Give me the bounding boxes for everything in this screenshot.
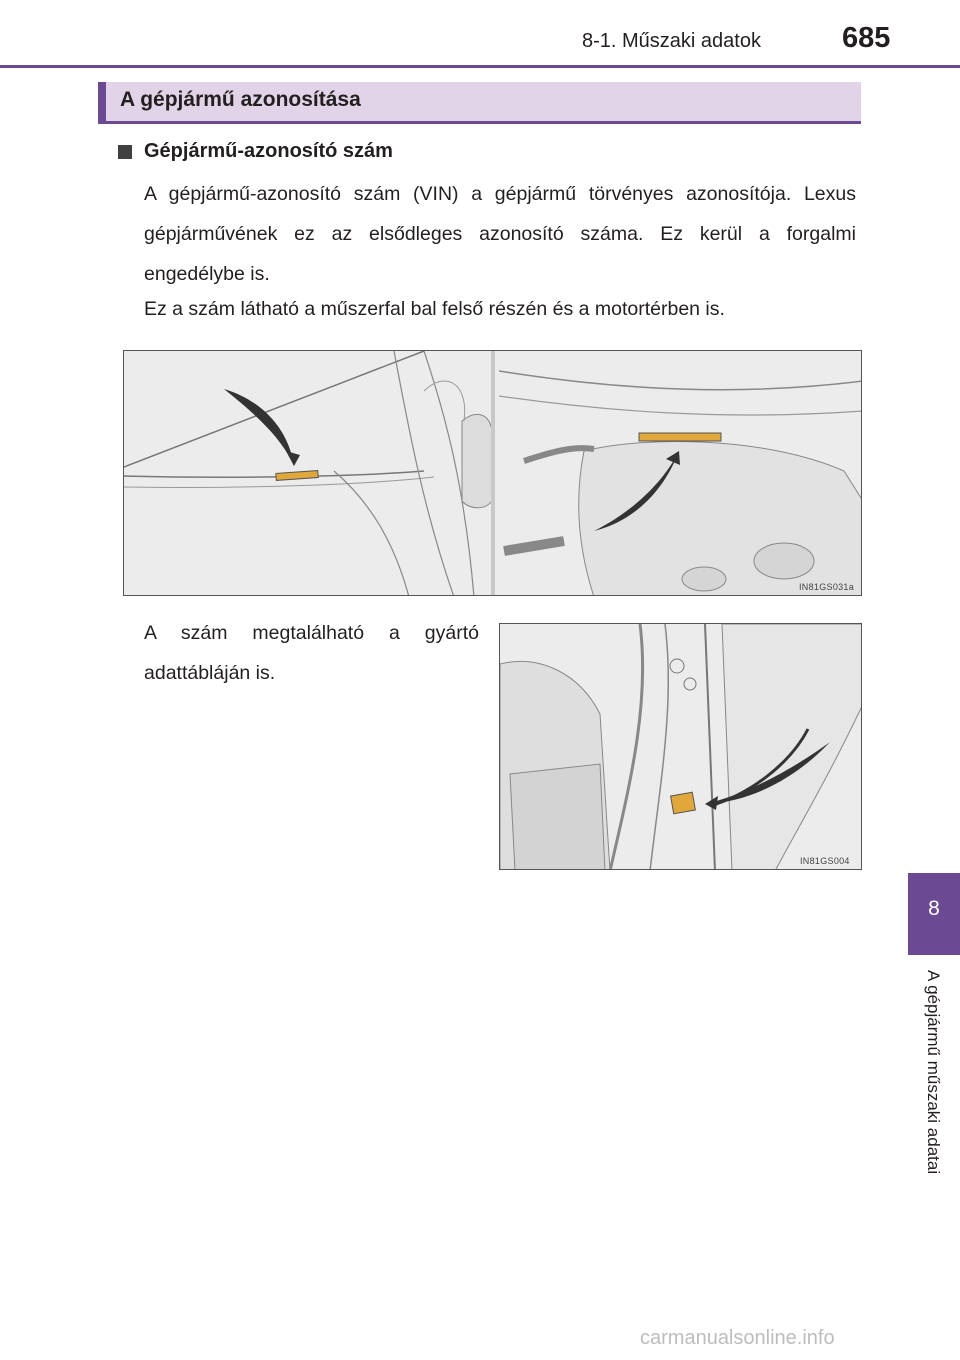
figure-door-pillar — [499, 623, 862, 870]
figure-dashboard-engine — [123, 350, 862, 596]
paragraph-manufacturer-plate: A szám megtalálható a gyártó adattábláján is. — [144, 622, 479, 684]
paragraph-vin: A gépjármű-azonosító szám (VIN) a gépjármű törvényes azonosítója. Lexus gépjárművének ez az elsődleges azonosító száma. Ez kerül a forgalmi engedélybe is. — [144, 183, 856, 285]
square-bullet-icon — [118, 145, 132, 159]
chapter-number: 8 — [928, 897, 940, 920]
section-title: A gépjármű azonosítása — [120, 88, 361, 111]
watermark: carmanualsonline.info — [640, 1327, 835, 1349]
chapter-label — [919, 970, 945, 1225]
section-title-box — [98, 82, 861, 124]
figure-code-2: IN81GS004 — [800, 856, 850, 866]
figure-code-1: IN81GS031a — [799, 582, 855, 592]
paragraph-location: Ez a szám látható a műszerfal bal felső részén és a motortérben is. — [144, 298, 725, 320]
chapter-tab — [908, 873, 960, 955]
dashboard-engine-illustration — [124, 351, 862, 596]
header-rule — [0, 65, 960, 68]
page-number: 685 — [842, 22, 891, 54]
door-pillar-illustration — [500, 624, 862, 870]
subsection-title: Gépjármű-azonosító szám — [144, 140, 393, 162]
chapter-title: A gépjármű műszaki adatai — [924, 970, 943, 1175]
header-section-title: 8-1. Műszaki adatok — [582, 30, 761, 52]
